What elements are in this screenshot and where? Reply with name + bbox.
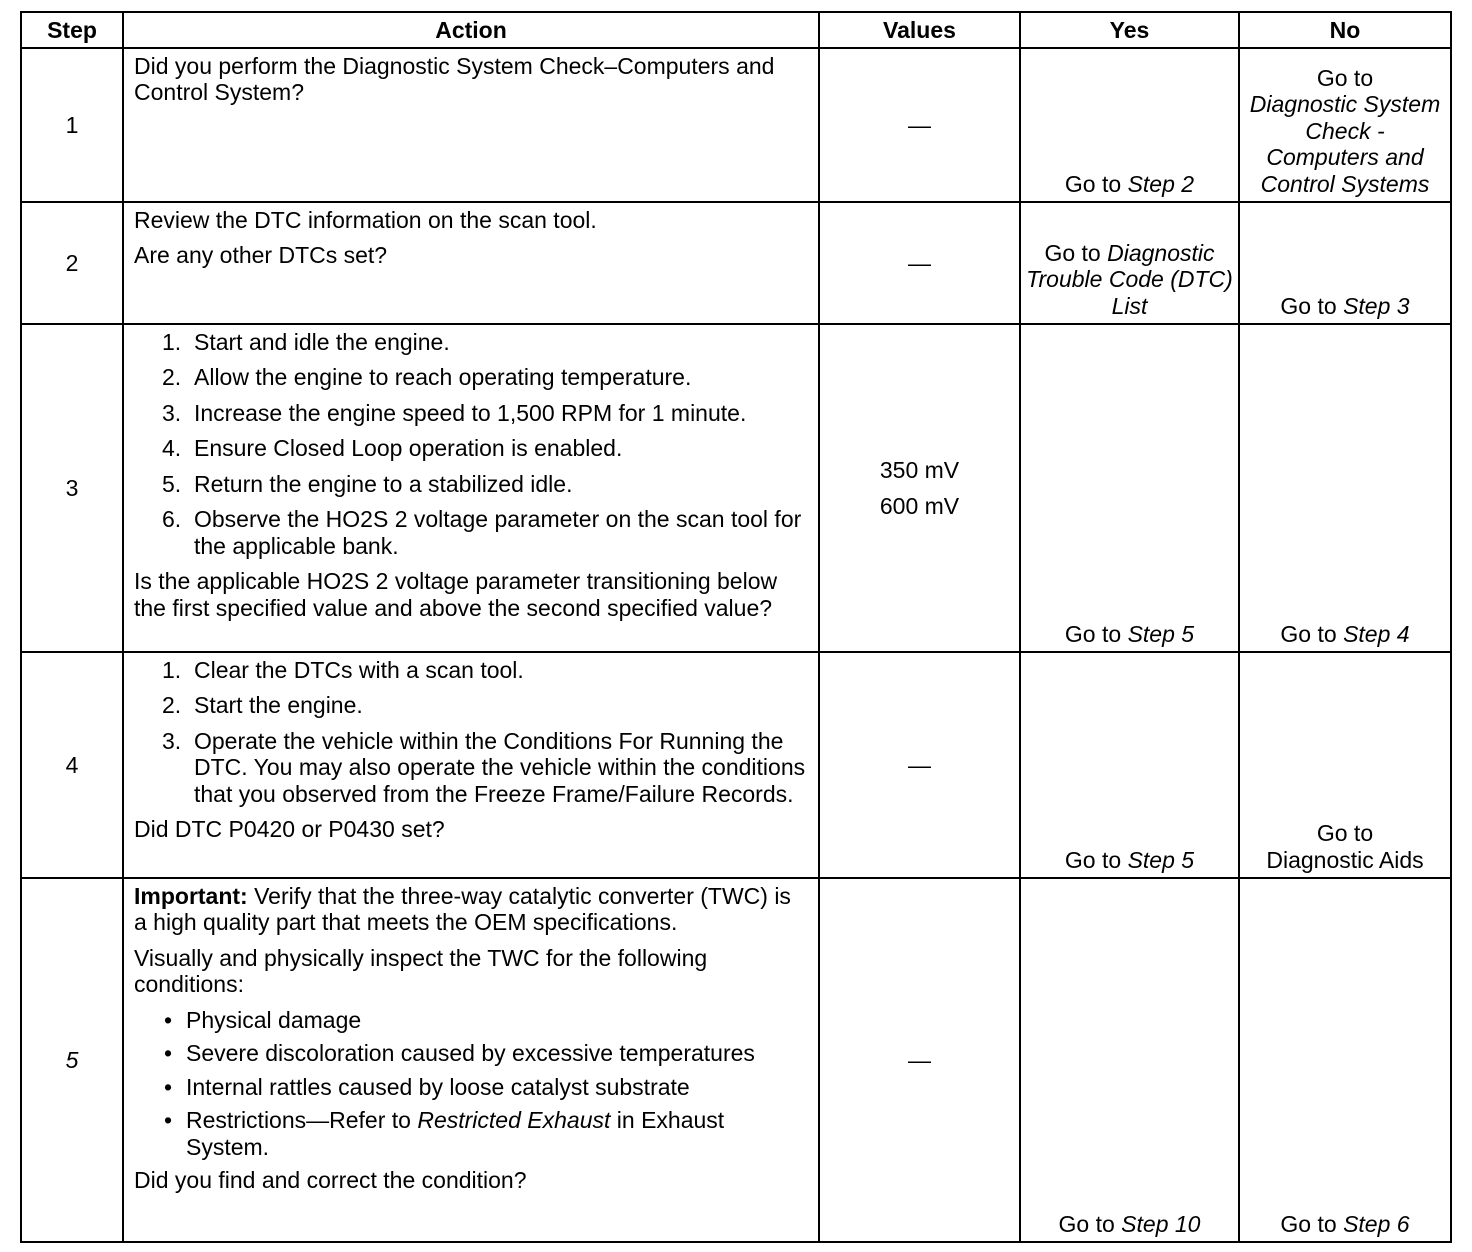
condition-list bbox=[134, 1007, 806, 1160]
table-row-step-2 bbox=[21, 202, 1451, 324]
list-item: 3. Increase the engine speed to 1,500 RPM for 1 minute. bbox=[162, 399, 747, 426]
header-values: Values bbox=[819, 12, 1020, 48]
list-item: 1. Clear the DTCs with a scan tool. bbox=[162, 657, 524, 683]
list-item: • Internal rattles caused by loose catalyst substrate bbox=[134, 1074, 806, 1100]
header-yes: Yes bbox=[1020, 12, 1239, 48]
list-item: • Restrictions—Refer to Restricted Exhaust in Exhaust System. bbox=[134, 1107, 806, 1160]
action-cell bbox=[123, 878, 819, 1242]
list-item: 6. Observe the HO2S 2 voltage parameter on the scan tool for the applicable bank. bbox=[162, 506, 802, 559]
no-link[interactable]: Step 3 bbox=[1343, 292, 1410, 319]
no-link[interactable]: Step 4 bbox=[1343, 620, 1410, 647]
list-item: 5. Return the engine to a stabilized idle. bbox=[162, 470, 573, 497]
value-high: 600 mV bbox=[879, 493, 960, 519]
value-cell: — bbox=[819, 48, 1020, 202]
no-prefix: Go to bbox=[1316, 64, 1374, 91]
list-item: • Severe discoloration caused by excessive temperatures bbox=[134, 1040, 806, 1066]
no-cell bbox=[1239, 202, 1451, 324]
list-item: 1. Start and idle the engine. bbox=[162, 329, 450, 355]
question-text: Is the applicable HO2S 2 voltage parameter transitioning below the first specified value and above the second specified value? bbox=[134, 568, 778, 621]
substep-list bbox=[134, 329, 806, 559]
no-cell bbox=[1239, 652, 1451, 878]
value-cell: — bbox=[819, 878, 1020, 1242]
yes-link[interactable]: Step 10 bbox=[1121, 1210, 1201, 1237]
header-step: Step bbox=[21, 12, 123, 48]
value-cell: — bbox=[819, 202, 1020, 324]
list-item: 2. Allow the engine to reach operating temperature. bbox=[162, 364, 692, 391]
yes-cell bbox=[1020, 202, 1239, 324]
step-number: 3 bbox=[21, 324, 123, 652]
no-link[interactable]: Diagnostic System Check - Computers and Control Systems bbox=[1249, 91, 1441, 197]
important-label: Important: bbox=[134, 883, 248, 909]
instruction-text: Review the DTC information on the scan tool. bbox=[134, 207, 597, 233]
action-cell bbox=[123, 48, 819, 202]
inspect-text: Visually and physically inspect the TWC for the following conditions: bbox=[134, 944, 708, 998]
list-item: 3. Operate the vehicle within the Conditions For Running the DTC. You may also operate the vehicle within the conditions that you observed from the Freeze Frame/Failure Records. bbox=[162, 727, 806, 807]
no-link[interactable]: Step 6 bbox=[1343, 1210, 1410, 1237]
yes-prefix: Go to bbox=[1064, 170, 1128, 197]
yes-link[interactable]: Diagnostic Trouble Code (DTC) List bbox=[1026, 239, 1233, 319]
yes-cell bbox=[1020, 652, 1239, 878]
restricted-exhaust-link[interactable]: Restricted Exhaust bbox=[417, 1107, 611, 1134]
yes-prefix: Go to bbox=[1058, 1210, 1122, 1237]
no-prefix: Go to bbox=[1280, 620, 1344, 647]
list-item: 2. Start the engine. bbox=[162, 692, 363, 719]
question-text: Did DTC P0420 or P0430 set? bbox=[134, 816, 445, 843]
no-target[interactable]: Diagnostic Aids bbox=[1266, 846, 1424, 873]
no-cell bbox=[1239, 878, 1451, 1242]
yes-cell bbox=[1020, 878, 1239, 1242]
no-prefix: Go to bbox=[1280, 1210, 1344, 1237]
header-row bbox=[21, 12, 1451, 48]
yes-link[interactable]: Step 5 bbox=[1127, 846, 1195, 873]
list-item: • Physical damage bbox=[134, 1007, 806, 1033]
diagnostic-table bbox=[20, 11, 1452, 1243]
no-prefix: Go to bbox=[1280, 292, 1344, 319]
question-text: Did you perform the Diagnostic System Check–Computers and Control System? bbox=[134, 53, 775, 106]
yes-link[interactable]: Step 5 bbox=[1127, 620, 1195, 647]
header-no: No bbox=[1239, 12, 1451, 48]
no-cell bbox=[1239, 324, 1451, 652]
table-row-step-3 bbox=[21, 324, 1451, 652]
table-row-step-5 bbox=[21, 878, 1451, 1242]
list-item: 4. Ensure Closed Loop operation is enabled. bbox=[162, 435, 623, 462]
action-cell bbox=[123, 202, 819, 324]
no-cell bbox=[1239, 48, 1451, 202]
table-row-step-4 bbox=[21, 652, 1451, 878]
important-note bbox=[134, 883, 806, 936]
yes-link[interactable]: Step 2 bbox=[1127, 170, 1195, 197]
question-text: Are any other DTCs set? bbox=[134, 242, 388, 269]
important-text: Verify that the three-way catalytic converter (TWC) is a high quality part that meets the OEM specifications. bbox=[134, 883, 791, 936]
yes-prefix: Go to bbox=[1044, 239, 1108, 266]
yes-cell bbox=[1020, 48, 1239, 202]
yes-prefix: Go to bbox=[1064, 620, 1128, 647]
value-low: 350 mV bbox=[879, 456, 960, 483]
question-text: Did you find and correct the condition? bbox=[134, 1166, 527, 1193]
step-number: 5 bbox=[21, 878, 123, 1242]
yes-prefix: Go to bbox=[1064, 846, 1128, 873]
value-cell: — bbox=[819, 652, 1020, 878]
no-prefix: Go to bbox=[1316, 820, 1374, 847]
step-number: 4 bbox=[21, 652, 123, 878]
table-row-step-1 bbox=[21, 48, 1451, 202]
value-cell bbox=[819, 324, 1020, 652]
action-cell bbox=[123, 652, 819, 878]
substep-list bbox=[134, 657, 806, 807]
yes-cell bbox=[1020, 324, 1239, 652]
header-action: Action bbox=[123, 12, 819, 48]
step-number: 1 bbox=[21, 48, 123, 202]
action-cell bbox=[123, 324, 819, 652]
step-number: 2 bbox=[21, 202, 123, 324]
